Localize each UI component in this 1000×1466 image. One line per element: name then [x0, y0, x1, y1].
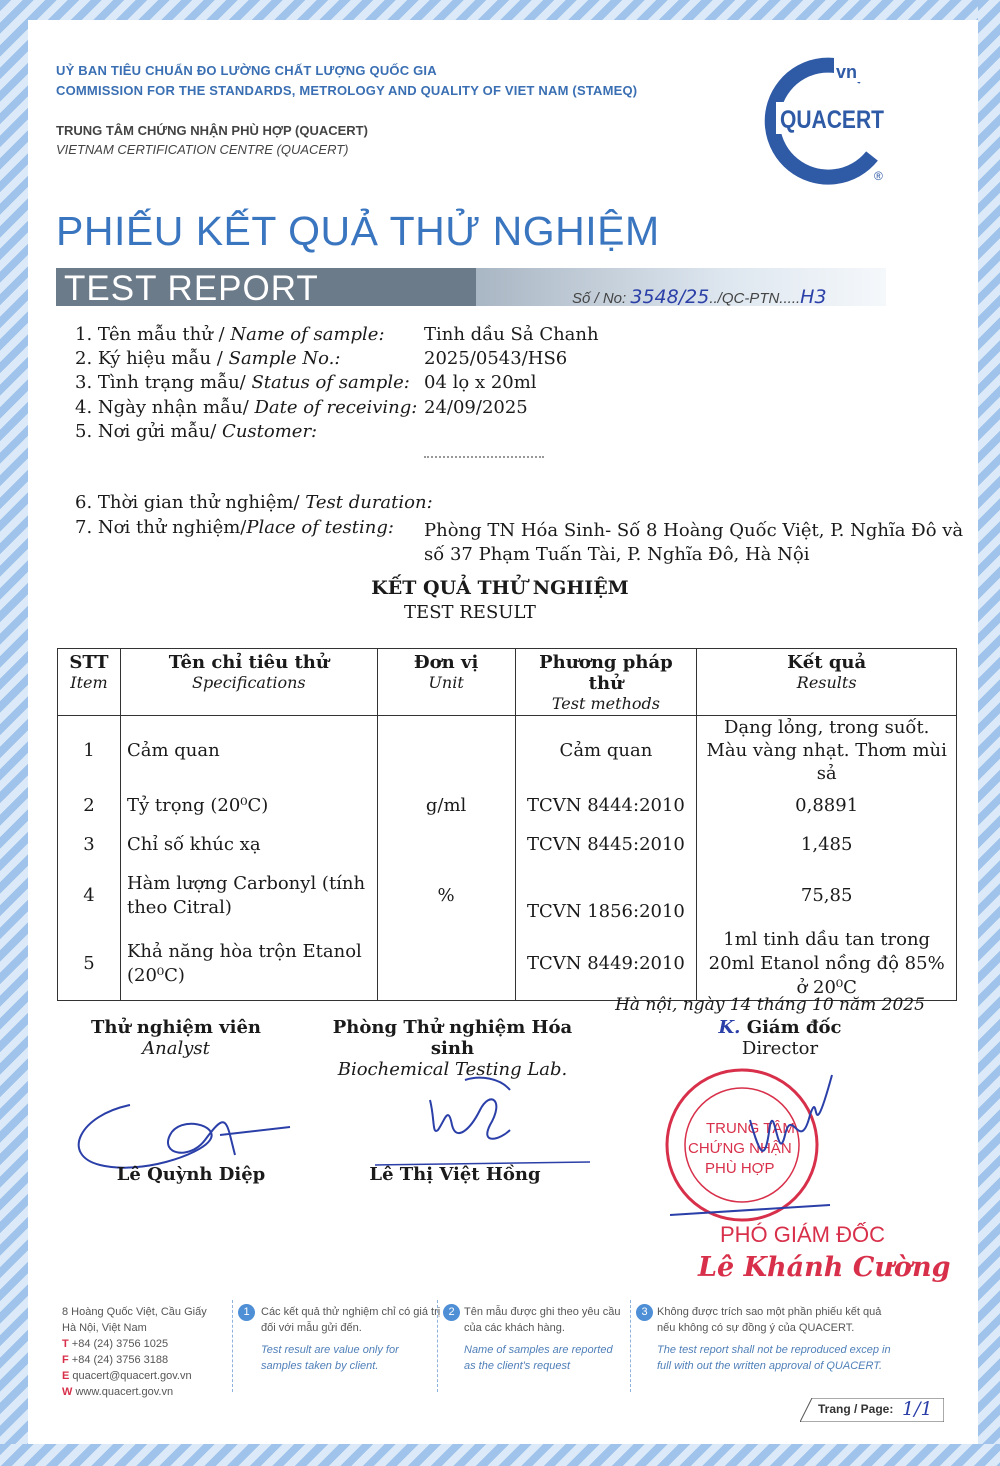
- page-label: Trang / Page:: [818, 1402, 894, 1416]
- centre-name-vn: TRUNG TÂM CHỨNG NHẬN PHÙ HỢP (QUACERT): [56, 123, 368, 138]
- table-row: [58, 864, 957, 928]
- note-number-2: 2: [443, 1304, 460, 1321]
- report-title-vn: PHIẾU KẾT QUẢ THỬ NGHIỆM: [56, 208, 660, 254]
- sample-status-label: 3. Tình trạng mẫu/ Status of sample:: [75, 372, 410, 393]
- receiving-date-value: 24/09/2025: [424, 397, 528, 418]
- logo-text: QUACERT: [780, 106, 884, 134]
- issue-date: Hà nội, ngày 14 tháng 10 năm 2025: [615, 995, 925, 1015]
- logo-vn-text: vn: [836, 62, 858, 82]
- sample-no-label: 2. Ký hiệu mẫu / Sample No.:: [75, 348, 341, 369]
- address-line-2: Hà Nội, Việt Nam: [62, 1322, 147, 1334]
- table-row: [58, 928, 957, 1001]
- row-result: 75,85: [697, 864, 957, 928]
- report-number-label: Số / No:: [572, 290, 627, 307]
- stamp-line-1: TRUNG TÂM: [706, 1120, 795, 1137]
- row-specification: Khả năng hòa trộn Etanol (20⁰C): [120, 928, 377, 1001]
- sample-status-value: 04 lọ x 20ml: [424, 372, 537, 393]
- footer-note-1: Các kết quả thử nghiệm chỉ có giá trị đối với mẫu gửi đến. Test result are value only for samples taken by client.: [261, 1306, 441, 1372]
- lab-title-en: Biochemical Testing Lab.: [337, 1059, 568, 1080]
- row-method: TCVN 1856:2010: [515, 864, 697, 928]
- director-prefix: K.: [718, 1017, 741, 1038]
- fax: F +84 (24) 3756 3188: [62, 1354, 169, 1366]
- col-header-item: STT Item: [58, 649, 121, 716]
- row-unit: %: [377, 864, 515, 928]
- col-header-method: Phương pháp thử Test methods: [515, 649, 697, 716]
- lab-name: Lê Thị Việt Hồng: [369, 1164, 541, 1185]
- page-value: 1/1: [902, 1398, 933, 1420]
- row-method: TCVN 8449:2010: [515, 928, 697, 1001]
- row-item: 5: [58, 928, 121, 1001]
- col-header-result: Kết quả Results: [697, 649, 957, 716]
- row-result: 1,485: [697, 826, 957, 864]
- footer-divider: [630, 1300, 631, 1392]
- receiving-date-label: 4. Ngày nhận mẫu/ Date of receiving:: [75, 397, 418, 418]
- page-border-left: [0, 0, 28, 1466]
- row-unit: [377, 826, 515, 864]
- analyst-title-en: Analyst: [142, 1038, 210, 1059]
- report-number: [572, 286, 827, 308]
- row-method: Cảm quan: [515, 716, 697, 786]
- stamp-line-2: CHỨNG NHẬN: [688, 1140, 792, 1157]
- col-header-unit: Đơn vị Unit: [377, 649, 515, 716]
- test-duration-label: 6. Thời gian thử nghiệm/ Test duration:: [75, 492, 433, 513]
- result-title-en: TEST RESULT: [404, 602, 536, 623]
- row-item: 2: [58, 786, 121, 826]
- analyst-title: Thử nghiệm viên: [90, 1017, 262, 1038]
- footer-divider: [437, 1300, 438, 1392]
- report-number-code: ../QC-PTN.....: [709, 290, 801, 307]
- row-result: 1ml tinh dầu tan trong 20ml Etanol nồng độ 85% ở 20⁰C: [697, 928, 957, 1001]
- customer-label: 5. Nơi gửi mẫu/ Customer:: [75, 421, 318, 442]
- row-specification: Tỷ trọng (20⁰C): [120, 786, 377, 826]
- website: W www.quacert.gov.vn: [62, 1386, 174, 1398]
- table-row: [58, 716, 957, 786]
- registered-mark: ®: [874, 169, 883, 183]
- results-header-row: [58, 649, 957, 716]
- report-number-suffix: H3: [800, 286, 827, 308]
- analyst-name: Lê Quỳnh Diệp: [116, 1164, 266, 1185]
- page-border-right: [978, 0, 1000, 1466]
- results-table: [57, 648, 957, 1001]
- col-header-specification: Tên chỉ tiêu thử Specifications: [120, 649, 377, 716]
- official-stamp: [650, 1065, 840, 1230]
- phone: T +84 (24) 3756 1025: [62, 1338, 169, 1350]
- page-border-bottom: [0, 1444, 1000, 1466]
- director-title: Giám đốc: [746, 1017, 842, 1038]
- footer-contact: [62, 1304, 232, 1400]
- row-item: 4: [58, 864, 121, 928]
- centre-name-en: VIETNAM CERTIFICATION CENTRE (QUACERT): [56, 142, 349, 157]
- row-specification: Hàm lượng Carbonyl (tính theo Citral): [120, 864, 377, 928]
- table-row: [58, 826, 957, 864]
- row-method: TCVN 8445:2010: [515, 826, 697, 864]
- agency-name-vn: UỶ BAN TIÊU CHUẨN ĐO LƯỜNG CHẤT LƯỢNG QUỐC GIA: [56, 63, 437, 78]
- row-method: TCVN 8444:2010: [515, 786, 697, 826]
- lab-signature: [360, 1070, 600, 1170]
- deputy-director-name: Lê Khánh Cường: [698, 1252, 951, 1283]
- testing-place-label: 7. Nơi thử nghiệm/Place of testing:: [75, 517, 394, 538]
- row-unit: g/ml: [377, 786, 515, 826]
- testing-place-line2: số 37 Phạm Tuấn Tài, P. Nghĩa Đô, Hà Nội: [424, 544, 810, 565]
- footer-divider: [232, 1300, 233, 1392]
- sample-name-label: 1. Tên mẫu thử / Name of sample:: [75, 324, 385, 345]
- row-item: 1: [58, 716, 121, 786]
- row-unit: [377, 716, 515, 786]
- note-number-3: 3: [636, 1304, 653, 1321]
- page-indicator: [800, 1398, 944, 1422]
- lab-title: Phòng Thử nghiệm Hóa sinh: [332, 1017, 573, 1059]
- footer-note-3: Không được trích sao một phần phiếu kết quả nếu không có sự đồng ý của QUACERT. The test report shall not be reproduced excep in full with out the written approval of QUACERT.: [657, 1306, 891, 1372]
- report-number-handwritten: 3548/25: [630, 286, 710, 308]
- email: E quacert@quacert.gov.vn: [62, 1370, 192, 1382]
- row-unit: [377, 928, 515, 1001]
- director-title-en: Director: [741, 1038, 819, 1059]
- quacert-logo: [764, 56, 894, 186]
- testing-place-line1: Phòng TN Hóa Sinh- Số 8 Hoàng Quốc Việt, P. Nghĩa Đô và: [424, 520, 964, 541]
- row-specification: Chỉ số khúc xạ: [120, 826, 377, 864]
- row-result: Dạng lỏng, trong suốt. Màu vàng nhạt. Thơm mùi sả: [697, 716, 957, 786]
- sample-name-value: Tinh dầu Sả Chanh: [424, 324, 599, 345]
- report-title-en: TEST REPORT: [64, 269, 319, 308]
- agency-name-en: COMMISSION FOR THE STANDARDS, METROLOGY AND QUALITY OF VIET NAM (STAMEQ): [56, 83, 638, 98]
- stamp-line-3: PHÙ HỢP: [705, 1160, 775, 1177]
- result-title-vn: KẾT QUẢ THỬ NGHIỆM: [371, 577, 629, 599]
- director-block: [700, 1017, 860, 1059]
- sample-no-value: 2025/0543/HS6: [424, 348, 568, 369]
- row-specification: Cảm quan: [120, 716, 377, 786]
- row-item: 3: [58, 826, 121, 864]
- page-border-top: [0, 0, 1000, 20]
- row-result: 0,8891: [697, 786, 957, 826]
- footer-note-2: Tên mẫu được ghi theo yêu cầu của các khách hàng. Name of samples are reported as the client's request: [464, 1306, 621, 1372]
- address-line-1: 8 Hoàng Quốc Việt, Cầu Giấy: [62, 1306, 207, 1318]
- note-number-1: 1: [238, 1304, 255, 1321]
- analyst-block: [66, 1017, 286, 1059]
- deputy-director-title: PHÓ GIÁM ĐỐC: [720, 1222, 886, 1247]
- table-row: [58, 786, 957, 826]
- customer-redacted: [424, 456, 544, 458]
